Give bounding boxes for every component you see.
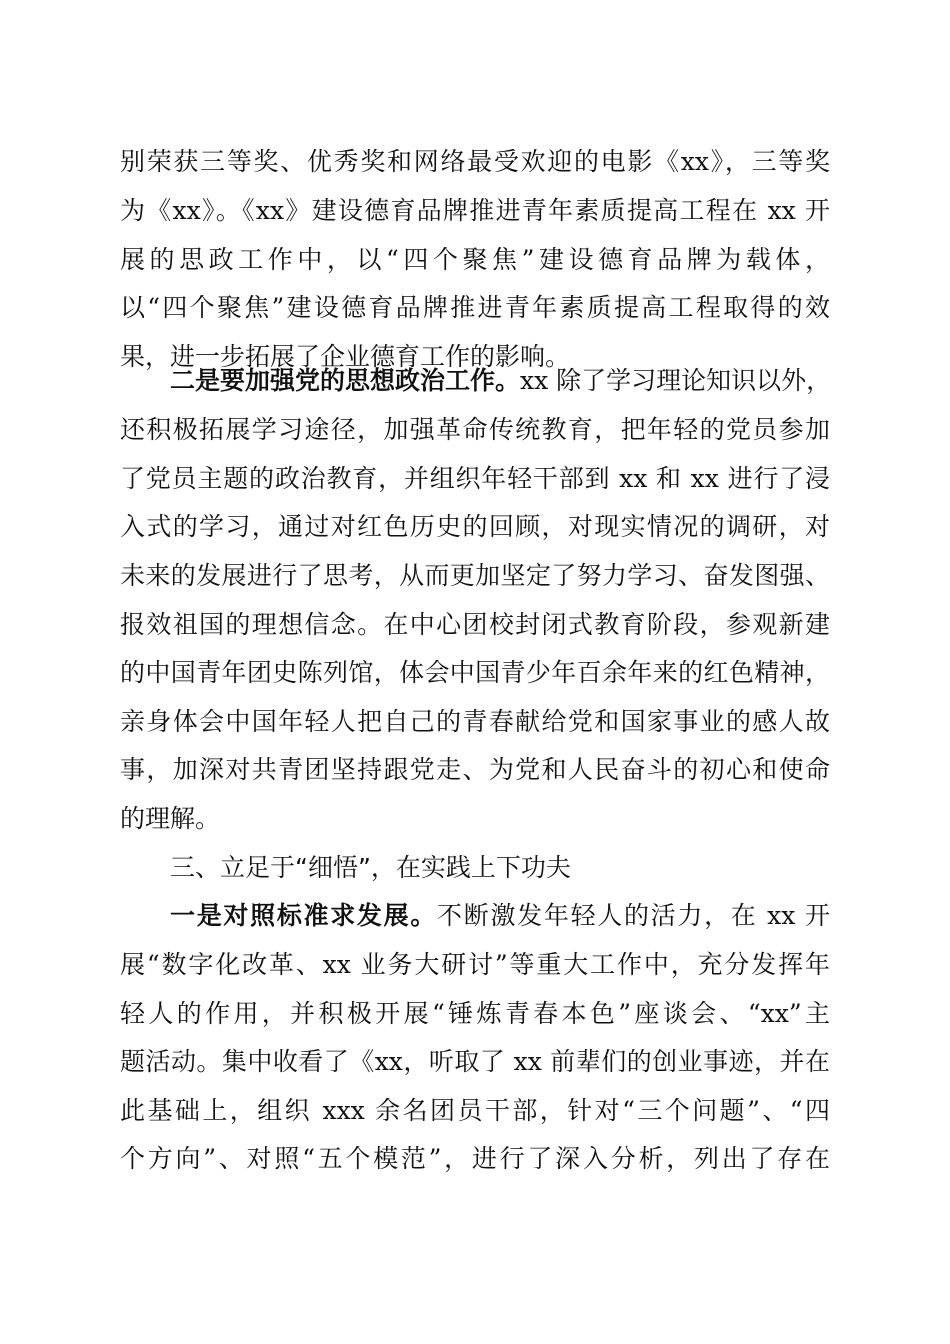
text-line: 展的思政工作中，以“四个聚焦”建设德育品牌为载体， bbox=[120, 245, 830, 274]
text-line: 为《xx》。《xx》建设德育品牌推进青年素质提高工程在 xx 开 bbox=[120, 196, 830, 225]
text-line: 事，加深对共青团坚持跟党走、为党和人民奋斗的初心和使命 bbox=[120, 755, 830, 784]
text-line: 展“数字化改革、xx 业务大研讨”等重大工作中，充分发挥年 bbox=[120, 950, 830, 979]
section-heading: 三、立足于“细悟”，在实践上下功夫 bbox=[170, 853, 571, 882]
text-line: 的理解。 bbox=[120, 804, 221, 833]
text-line: 亲身体会中国年轻人把自己的青春献给党和国家事业的感人故 bbox=[120, 707, 830, 736]
text-line: 入式的学习，通过对红色历史的回顾，对现实情况的调研，对 bbox=[120, 512, 830, 541]
text-line: 的中国青年团史陈列馆，体会中国青少年百余年来的红色精神， bbox=[120, 658, 830, 687]
paragraph-first-line bbox=[170, 896, 830, 936]
text-line: 未来的发展进行了思考，从而更加坚定了努力学习、奋发图强、 bbox=[120, 561, 830, 590]
text-line: 还积极拓展学习途径，加强革命传统教育，把年轻的党员参加 bbox=[120, 415, 830, 444]
text-line: 轻人的作用，并积极开展“锤炼青春本色”座谈会、“xx”主 bbox=[120, 999, 830, 1028]
paragraph-first-line bbox=[170, 361, 830, 401]
text-line: 以“四个聚焦”建设德育品牌推进青年素质提高工程取得的效 bbox=[120, 293, 830, 322]
text-line: 题活动。集中收看了《xx，听取了 xx 前辈们的创业事迹，并在 bbox=[120, 1047, 830, 1076]
text-line: 别荣获三等奖、优秀奖和网络最受欢迎的电影《xx》，三等奖 bbox=[120, 147, 830, 176]
text-line: 了党员主题的政治教育，并组织年轻干部到 xx 和 xx 进行了浸 bbox=[120, 464, 830, 493]
paragraph-text: xx 除了学习理论知识以外， bbox=[520, 366, 832, 395]
paragraph-lead: 二是要加强党的思想政治工作。 bbox=[170, 366, 521, 395]
text-line: 个方向”、对照“五个模范”，进行了深入分析，列出了存在 bbox=[120, 1144, 830, 1173]
text-line: 报效祖国的理想信念。在中心团校封闭式教育阶段，参观新建 bbox=[120, 610, 830, 639]
text-line: 此基础上，组织 xxx 余名团员干部，针对“三个问题”、“四 bbox=[120, 1096, 830, 1125]
text-line: 果，进一步拓展了企业德育工作的影响。 bbox=[120, 342, 571, 371]
paragraph-lead: 一是对照标准求发展。 bbox=[170, 901, 438, 930]
paragraph-text: 不断激发年轻人的活力，在 xx 开 bbox=[437, 901, 830, 930]
